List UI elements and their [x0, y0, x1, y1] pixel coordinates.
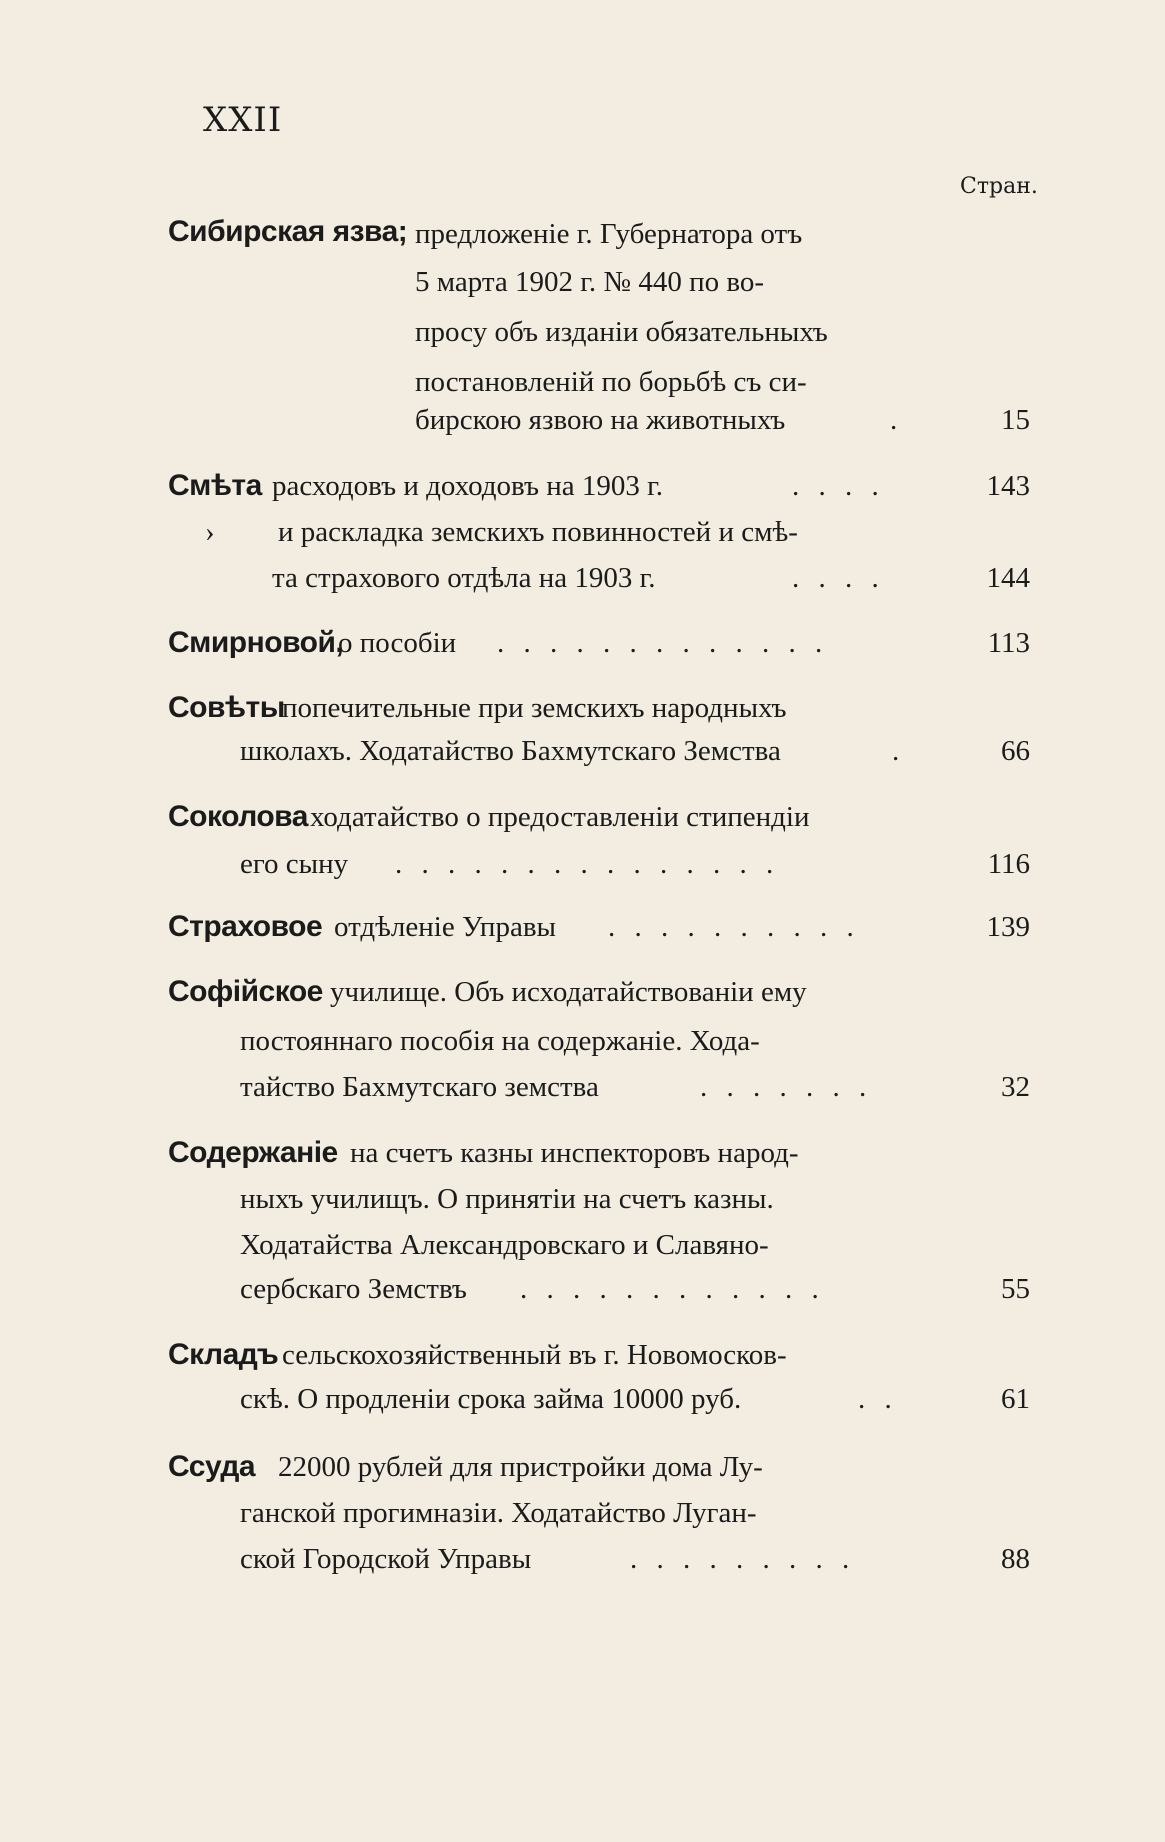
leader-dots: .: [890, 404, 904, 436]
entry-text-line: школахъ. Ходатайство Бахмутскаго Земства: [240, 735, 781, 767]
leader-dots: . . . . . . . . .: [630, 1543, 856, 1575]
entry-heading: Совѣты: [168, 691, 285, 724]
entry-text-line: бирскою язвою на животныхъ: [415, 404, 786, 436]
entry-text-line: ходатайство о предоставленіи стипендіи: [310, 801, 810, 833]
leader-dots: . . . . . . . . . . . . . . .: [395, 848, 780, 880]
entry-text-line: та страхового отдѣла на 1903 г.: [272, 562, 656, 594]
leader-dots: .: [892, 735, 906, 767]
leader-dots: . . . . . . . . . .: [608, 911, 860, 943]
entry-text-line: 22000 рублей для пристройки дома Лу-: [278, 1451, 763, 1483]
entry-text-line: ской Городской Управы: [240, 1543, 532, 1575]
entry-text-line: о пособіи: [338, 627, 457, 659]
leader-dots: . .: [858, 1383, 898, 1415]
entry-text-line: предложеніе г. Губернатора отъ: [415, 218, 803, 250]
entry-text-line: на счетъ казны инспекторовъ народ-: [350, 1137, 799, 1169]
page-reference: 88: [1001, 1543, 1030, 1575]
leader-dots: . . . . . . .: [700, 1071, 873, 1103]
leader-dots: . . . .: [792, 470, 885, 502]
entry-text-line: постановленій по борьбѣ съ си-: [415, 366, 807, 398]
page-reference: 144: [986, 562, 1030, 594]
entry-text-line: расходовъ и доходовъ на 1903 г.: [272, 470, 663, 502]
page-reference: 66: [1001, 735, 1030, 767]
entry-text-line: сельскохозяйственный въ г. Новомосков-: [282, 1339, 787, 1371]
page-reference: 15: [1001, 404, 1030, 436]
entry-heading: Соколова: [168, 800, 308, 833]
entry-text-line: постояннаго пособія на содержаніе. Хода-: [240, 1025, 760, 1057]
leader-dots: . . . . . . . . . . . .: [520, 1273, 825, 1305]
entry-heading: Сибирская язва;: [168, 215, 408, 248]
page-reference: 113: [987, 627, 1030, 659]
entry-text-line: ныхъ училищъ. О принятіи на счетъ казны.: [240, 1183, 774, 1215]
entry-heading: Смирновой,: [168, 626, 344, 659]
ditto-mark: ›: [205, 516, 215, 548]
entry-text-line: его сыну: [240, 848, 349, 880]
entry-text-line: Ходатайства Александровскаго и Славяно-: [240, 1229, 769, 1261]
entry-heading: Содержаніе: [168, 1136, 338, 1169]
page-reference: 143: [986, 470, 1030, 502]
page-reference: 139: [986, 911, 1030, 943]
page-reference: 32: [1001, 1071, 1030, 1103]
page-reference: 116: [987, 848, 1030, 880]
entry-text-line: и раскладка земскихъ повинностей и смѣ-: [278, 516, 798, 548]
page-reference: 61: [1001, 1383, 1030, 1415]
entry-text-line: попечительные при земскихъ народныхъ: [282, 692, 787, 724]
leader-dots: . . . . . . . . . . . . .: [497, 627, 829, 659]
entry-heading: Страховое: [168, 910, 323, 943]
leader-dots: . . . .: [792, 562, 885, 594]
entry-text-line: тайство Бахмутскаго земства: [240, 1071, 599, 1103]
entry-text-line: сербскаго Земствъ: [240, 1273, 467, 1305]
page-reference: 55: [1001, 1273, 1030, 1305]
entry-text-line: ганской прогимназіи. Ходатайство Луган-: [240, 1497, 757, 1529]
entry-text-line: училище. Объ исходатайствованіи ему: [330, 976, 807, 1008]
page-number: XXII: [203, 100, 283, 140]
entry-heading: Складъ: [168, 1338, 279, 1371]
entry-text-line: 5 марта 1902 г. № 440 по во-: [415, 266, 765, 298]
entry-text-line: скѣ. О продленіи срока займа 10000 руб.: [240, 1383, 742, 1415]
entry-heading: Ссуда: [168, 1450, 256, 1483]
entry-heading: Смѣта: [168, 469, 262, 502]
entry-heading: Софійское: [168, 975, 323, 1008]
entry-text-line: просу объ изданіи обязательныхъ: [415, 316, 828, 348]
entry-text-line: отдѣленіе Управы: [334, 911, 557, 943]
column-header: Стран.: [960, 174, 1038, 199]
